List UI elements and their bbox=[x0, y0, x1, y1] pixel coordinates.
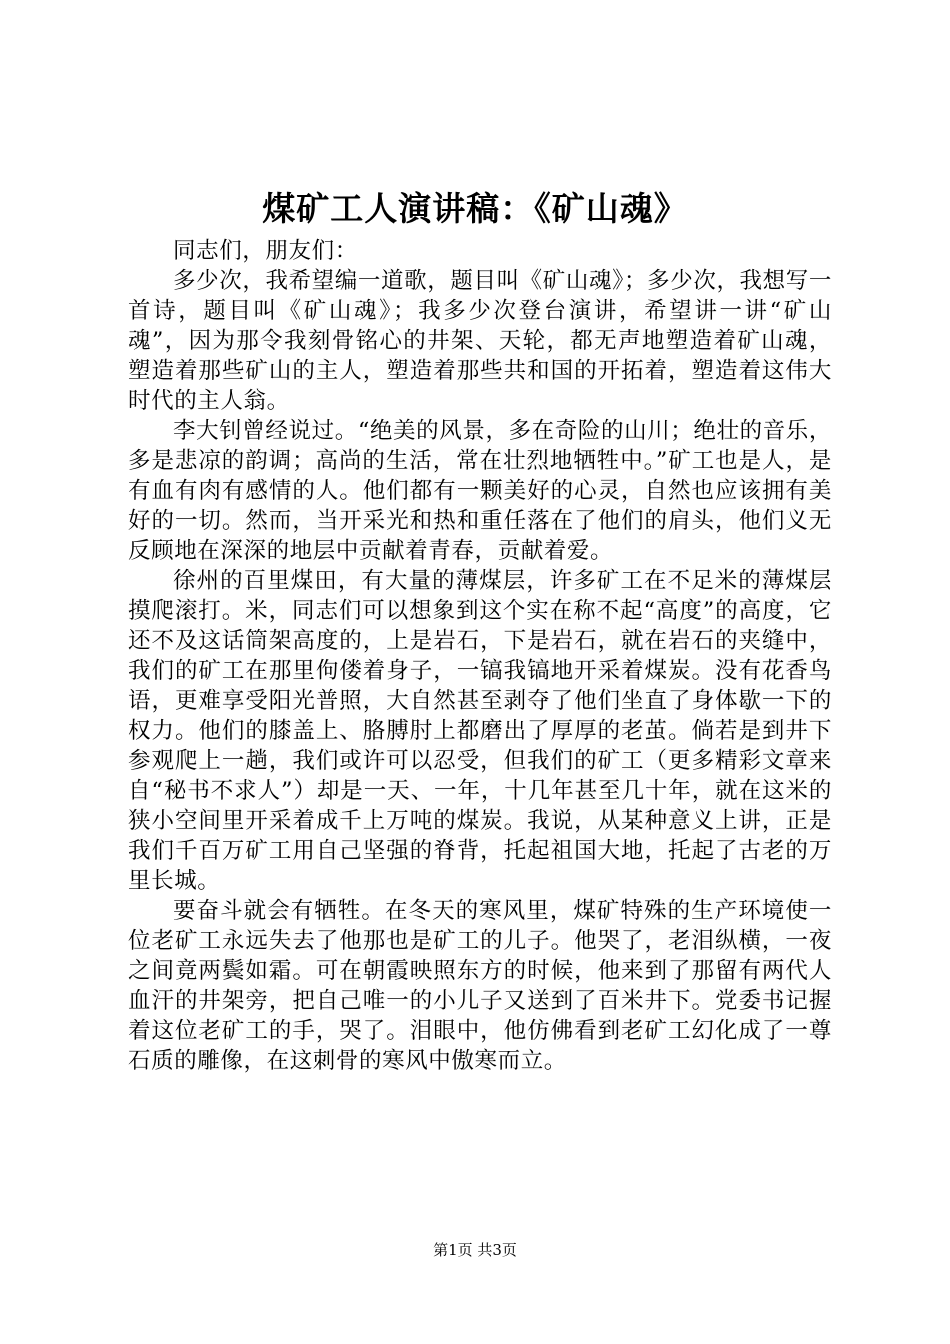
page-footer: 第1页 共3页 bbox=[433, 1241, 517, 1259]
paragraph: 李大钊曾经说过。“绝美的风景，多在奇险的山川；绝壮的音乐，多是悲凉的韵调；高尚的生活，常在壮烈地牺牲中。”矿工也是人，是有血有肉有感情的人。他们都有一颗美好的心灵，自然也应该拥有美好的一切。然而，当开采光和热和重任落在了他们的肩头，他们义无反顾地在深深的地层中贡献着青春，贡献着爱。 bbox=[128, 418, 832, 564]
paragraph: 同志们，朋友们： bbox=[173, 238, 358, 264]
paragraph: 徐州的百里煤田，有大量的薄煤层，许多矿工在不足米的薄煤层摸爬滚打。米，同志们可以想象到这个实在称不起“高度”的高度，它还不及这话筒架高度的，上是岩石，下是岩石，就在岩石的夹缝中，我们的矿工在那里佝偻着身子，一镐我镐地开采着煤炭。没有花香鸟语，更难享受阳光普照，大自然甚至剥夺了他们坐直了身体歇一下的权力。他们的膝盖上、胳膊肘上都磨出了厚厚的老茧。倘若是到井下参观爬上一趟，我们或许可以忍受，但我们的矿工（更多精彩文章来自“秘书不求人”）却是一天、一年，十几年甚至几十年，就在这米的狭小空间里开采着成千上万吨的煤炭。我说，从某种意义上讲，正是我们千百万矿工用自己坚强的脊背，托起祖国大地，托起了古老的万里长城。 bbox=[128, 568, 832, 894]
paragraph: 多少次，我希望编一道歌，题目叫《矿山魂》；多少次，我想写一首诗，题目叫《矿山魂》；我多少次登台演讲，希望讲一讲“矿山魂”，因为那令我刻骨铭心的井架、天轮，都无声地塑造着矿山魂，塑造着那些矿山的主人，塑造着那些共和国的开拓着，塑造着这伟大时代的主人翁。 bbox=[128, 268, 832, 414]
paragraph: 要奋斗就会有牺牲。在冬天的寒风里，煤矿特殊的生产环境使一位老矿工永远失去了他那也是矿工的儿子。他哭了，老泪纵横，一夜之间竟两鬓如霜。可在朝霞映照东方的时候，他来到了那留有两代人血汗的井架旁，把自己唯一的小儿子又送到了百米井下。党委书记握着这位老矿工的手，哭了。泪眼中，他仿佛看到老矿工幻化成了一尊石质的雕像，在这刺骨的寒风中傲寒而立。 bbox=[128, 898, 832, 1074]
document-title: 煤矿工人演讲稿：《矿山魂》 bbox=[262, 189, 688, 228]
document-body bbox=[128, 236, 832, 1076]
